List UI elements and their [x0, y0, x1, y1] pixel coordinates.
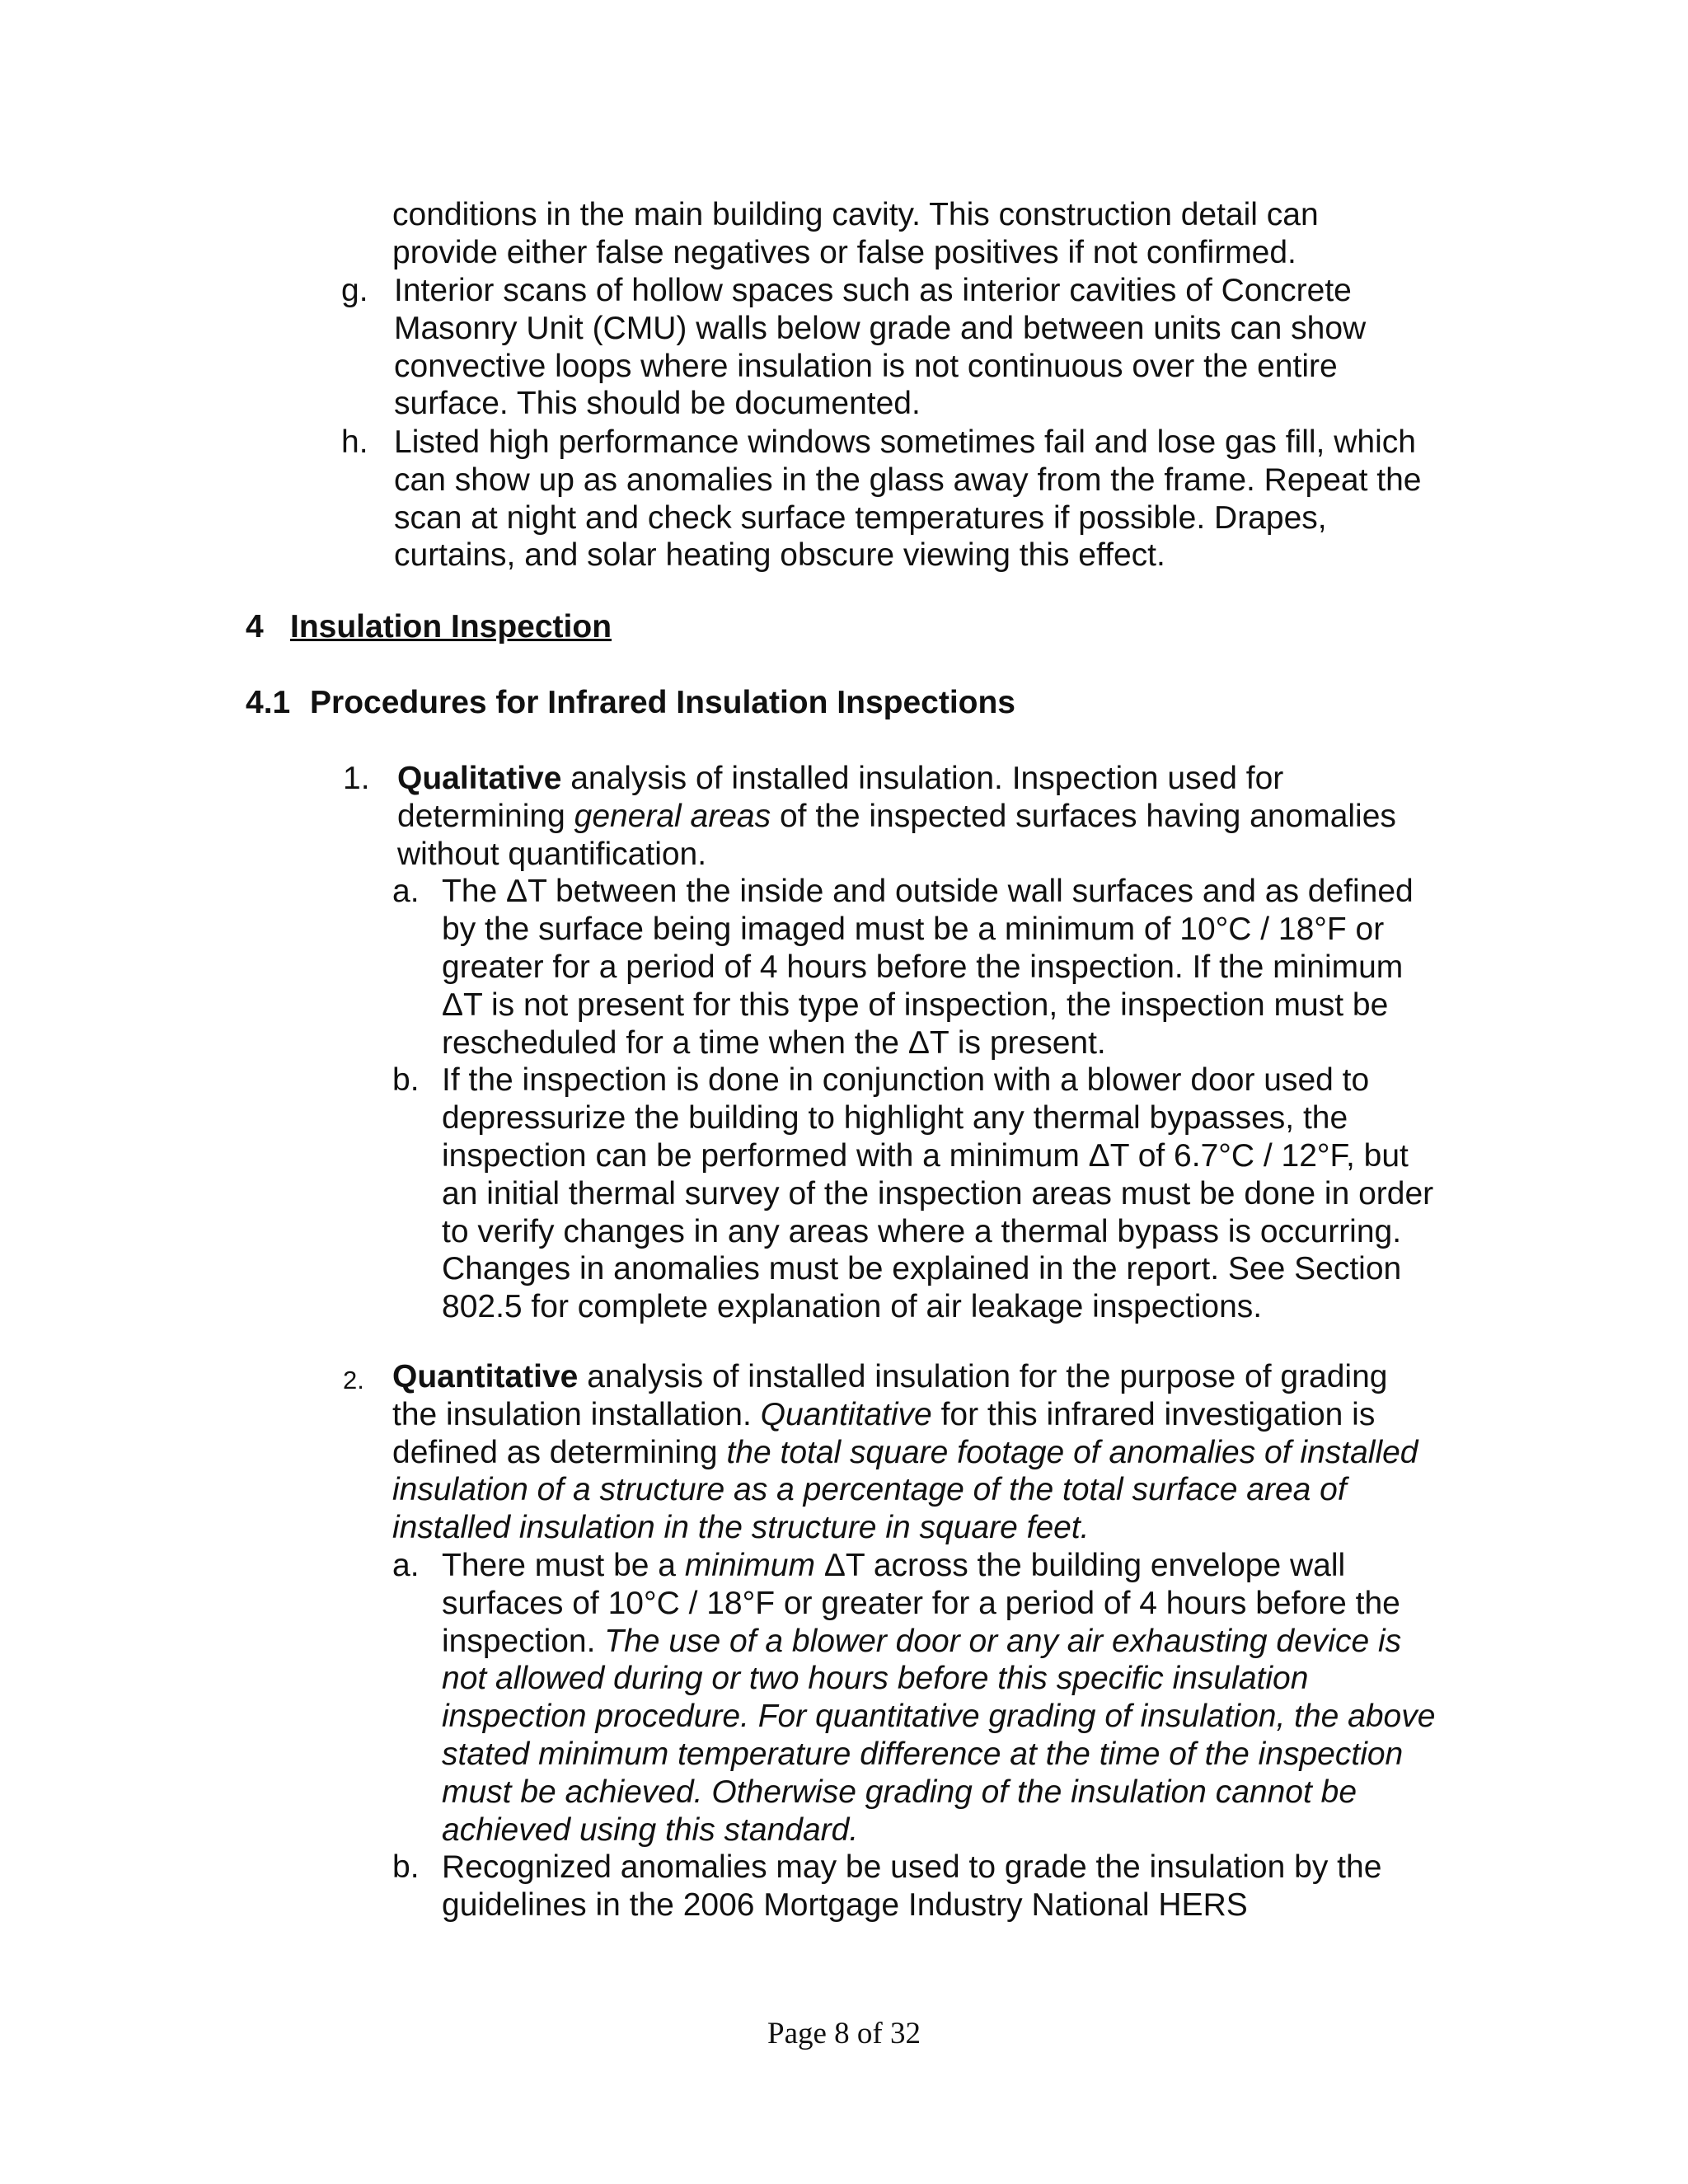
text-run: for this infrared investigation is defined as determining	[392, 1396, 1376, 1470]
italic-run: Quantitative	[760, 1396, 932, 1432]
list-marker: a.	[392, 874, 420, 910]
list-marker: h.	[341, 424, 368, 460]
italic-run: general areas	[574, 798, 771, 834]
list-item-h	[341, 424, 1446, 574]
italic-run: The use of a blower door or any air exhausting device is not allowed during or two hours before this specific insulation inspection procedure. For quantitative grading of insulation, the above stated minimum temperature difference at the time of the inspection must be achieved. Otherwise grading of the insulation cannot be achieved using this standard.	[442, 1623, 1436, 1848]
italic-run: the total square footage of anomalies of installed insulation of a structure as a percentage of the total surface area of installed insulation in the structure in square feet.	[392, 1434, 1418, 1546]
list-item-g	[341, 272, 1446, 423]
page-number-footer: Page 8 of 32	[767, 2017, 921, 2050]
sub-item-text: Recognized anomalies may be used to grade the insulation by the guidelines in the 2006 Mortgage Industry National HERS	[442, 1849, 1382, 1924]
text-run: of the inspected surfaces having anomalies without quantification.	[397, 798, 1396, 872]
list-marker: 2.	[343, 1366, 364, 1394]
list-item-text: Listed high performance windows sometimes fail and lose gas fill, which can show up as anomalies in the glass away from the frame. Repeat the scan at night and check surface temperatures if possible. Drapes, curtains, and solar heating obscure viewing this effect.	[394, 424, 1422, 574]
sub-item-a	[343, 1547, 1439, 1849]
bold-lead: Quantitative	[392, 1359, 579, 1394]
continuation-paragraph	[392, 196, 1464, 272]
continuation-line: provide either false negatives or false positives if not confirmed.	[392, 234, 1296, 270]
list-marker: 1.	[343, 761, 370, 796]
sub-item-b	[343, 1062, 1439, 1326]
text-run: ΔT across the building envelope wall surfaces of 10°C / 18°F or greater for a period of 4 hours before the inspection.	[442, 1547, 1400, 1659]
bold-lead: Qualitative	[397, 761, 562, 796]
text-run: There must be a	[442, 1547, 685, 1583]
subsection-number: 4.1	[246, 685, 291, 720]
sub-item-text: The ΔT between the inside and outside wall surfaces and as defined by the surface being imaged must be a minimum of 10°C / 18°F or greater for a period of 4 hours before the inspection. If the minimum ΔT is not present for this type of inspection, the inspection must be rescheduled for a time when the ΔT is present.	[442, 874, 1414, 1061]
list-marker: a.	[392, 1547, 420, 1583]
italic-run: minimum	[684, 1547, 815, 1583]
sub-item-a	[343, 873, 1439, 1062]
text-run: analysis of installed insulation for the purpose of grading the insulation installation.	[392, 1359, 1388, 1432]
section-heading	[246, 608, 612, 646]
section-title: Insulation Inspection	[290, 609, 612, 644]
section-number: 4	[246, 609, 264, 644]
sub-item-b	[343, 1849, 1439, 1924]
list-marker: g.	[341, 273, 368, 308]
list-marker: b.	[392, 1062, 420, 1099]
numbered-item-text	[392, 1358, 1439, 1547]
list-marker: b.	[392, 1849, 420, 1886]
list-item-text: Interior scans of hollow spaces such as interior cavities of Concrete Masonry Unit (CMU) walls below grade and between units can show convective loops where insulation is not continuous over the entire surface. This should be documented.	[394, 273, 1367, 422]
text-run: analysis of installed insulation. Inspection used for determining	[397, 761, 1284, 834]
numbered-item-text	[397, 760, 1439, 873]
subsection-heading	[246, 684, 1015, 722]
sub-item-text	[442, 1547, 1439, 1849]
numbered-item-1	[343, 760, 1439, 1326]
sub-item-text: If the inspection is done in conjunction with a blower door used to depressurize the building to highlight any thermal bypasses, the inspection can be performed with a minimum ΔT of 6.7°C / 12°F, but an initial thermal survey of the inspection areas must be done in order to verify changes in any areas where a thermal bypass is occurring. Changes in anomalies must be explained in the report. See Section 802.5 for complete explanation of air leakage inspections.	[442, 1062, 1434, 1325]
numbered-item-2	[343, 1358, 1439, 1924]
continuation-line: conditions in the main building cavity. This construction detail can	[392, 197, 1319, 232]
subsection-title: Procedures for Infrared Insulation Inspections	[310, 685, 1016, 720]
